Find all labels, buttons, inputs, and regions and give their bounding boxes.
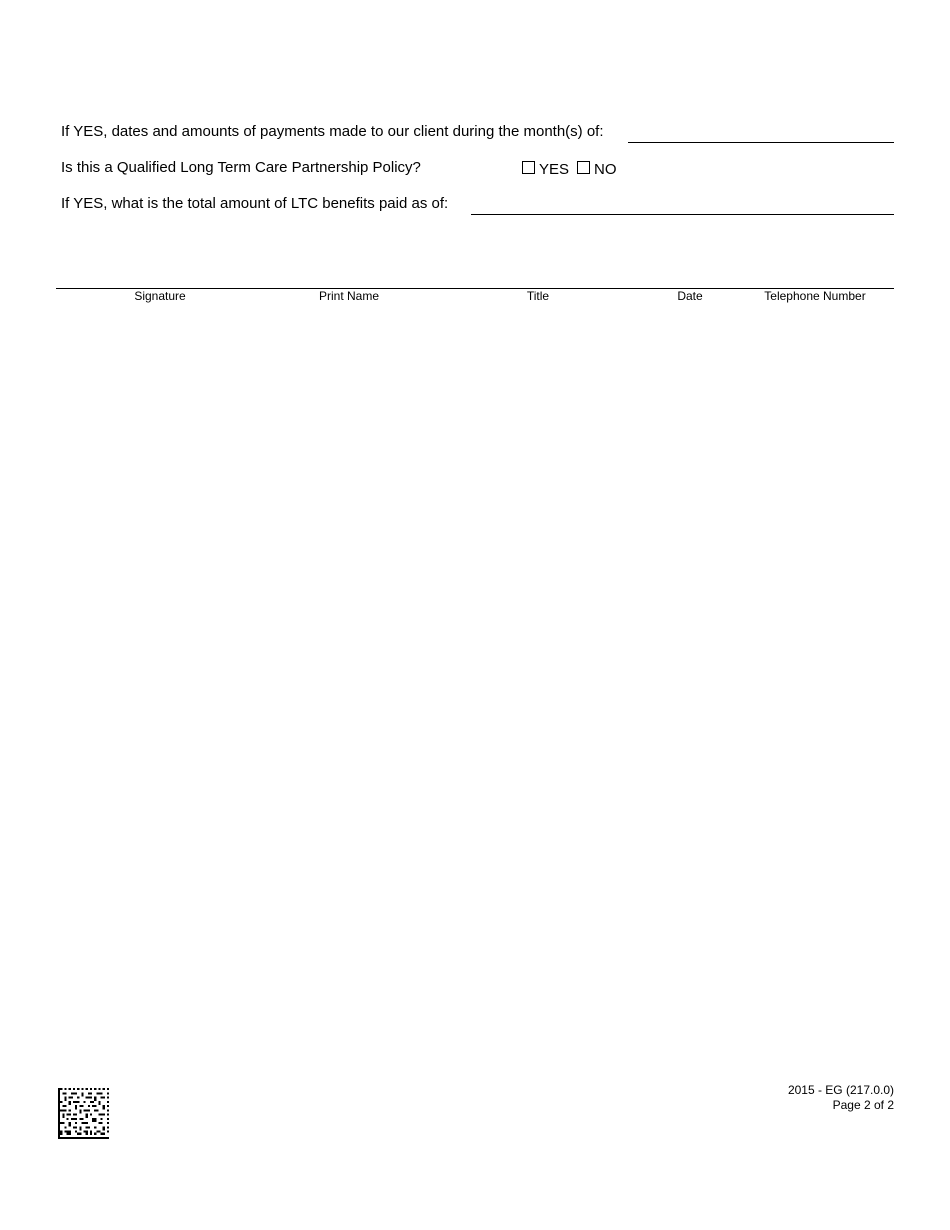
telephone-caption: Telephone Number <box>764 289 866 303</box>
partnership-yes-checkbox[interactable] <box>522 161 535 174</box>
partnership-question-label: Is this a Qualified Long Term Care Partnership Policy? <box>61 159 421 176</box>
title-caption: Title <box>526 289 550 303</box>
signature-caption: Signature <box>134 289 186 303</box>
ltc-total-question-label: If YES, what is the total amount of LTC benefits paid as of: <box>61 195 449 212</box>
payments-question-label: If YES, dates and amounts of payments made to our client during the month(s) of: <box>61 123 604 140</box>
payments-months-field[interactable] <box>628 142 894 143</box>
partnership-no-checkbox[interactable] <box>577 161 590 174</box>
print-name-caption: Print Name <box>318 289 380 303</box>
partnership-yes-label: YES <box>539 161 570 178</box>
page-number: Page 2 of 2 <box>832 1098 894 1112</box>
date-caption: Date <box>677 289 703 303</box>
partnership-no-label: NO <box>594 161 617 178</box>
datamatrix-barcode-icon <box>58 1088 109 1139</box>
form-number: 2015 - EG (217.0.0) <box>787 1083 894 1097</box>
ltc-total-date-field[interactable] <box>471 214 894 215</box>
